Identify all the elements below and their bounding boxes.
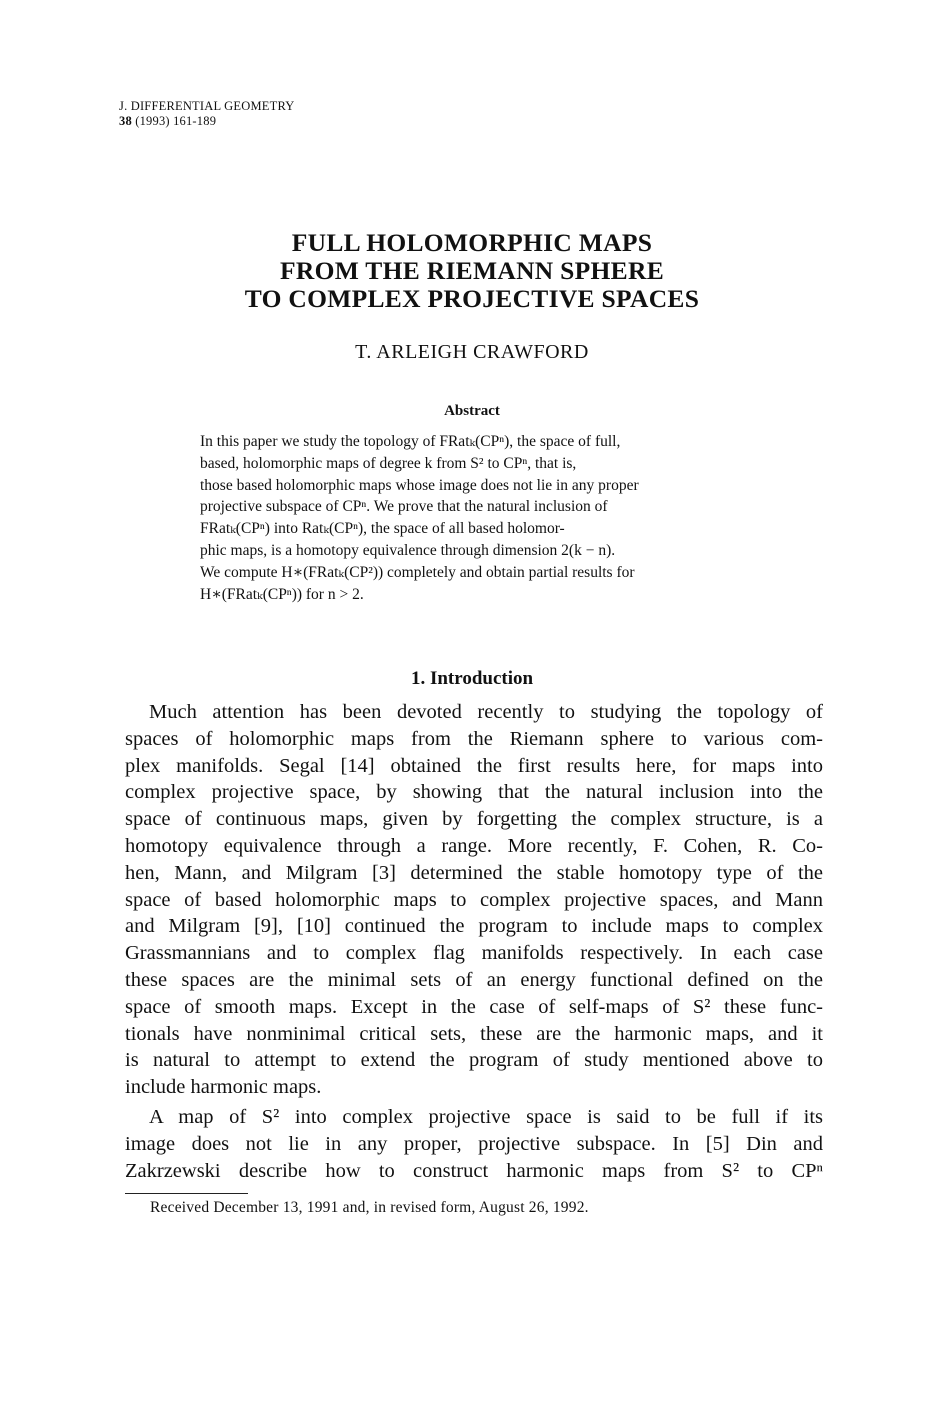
body-line: tionals have nonminimal critical sets, these are the harmonic maps, and it: [125, 1022, 823, 1045]
body-line: plex manifolds. Segal [14] obtained the first results here, for maps into: [125, 754, 823, 777]
intro-paragraph-2: [125, 1104, 823, 1184]
section-heading: 1. Introduction: [410, 668, 534, 689]
author-name: T. ARLEIGH CRAWFORD: [355, 341, 589, 363]
abstract-line: In this paper we study the topology of FRatₖ(CPⁿ), the space of full,: [200, 433, 621, 450]
body-line: spaces of holomorphic maps from the Riemann sphere to various com-: [125, 727, 823, 750]
body-line: and Milgram [9], [10] continued the program to include maps to complex: [125, 915, 823, 938]
abstract-line: FRatₖ(CPⁿ) into Ratₖ(CPⁿ), the space of all based holomor-: [200, 520, 565, 538]
body-line: space of based holomorphic maps to complex projective spaces, and Mann: [125, 888, 823, 911]
journal-volume-line: [119, 114, 295, 129]
abstract-line: projective subspace of CPⁿ. We prove that the natural inclusion of: [200, 498, 608, 516]
journal-volume: 38: [119, 114, 132, 128]
body-line: image does not lie in any proper, projective subspace. In [5] Din and: [125, 1132, 823, 1155]
body-line: space of smooth maps. Except in the case of self-maps of S² these func-: [125, 995, 823, 1018]
body-line: Much attention has been devoted recently to studying the topology of: [149, 701, 823, 723]
paper-title: [0, 229, 944, 313]
body-line: complex projective space, by showing that the natural inclusion into the: [125, 781, 823, 804]
body-line: A map of S² into complex projective space is said to be full if its: [149, 1106, 823, 1128]
body-line: homotopy equivalence through a range. More recently, F. Cohen, R. Co-: [125, 834, 823, 857]
title-line-2: FROM THE RIEMANN SPHERE: [280, 256, 664, 285]
body-line: Grassmannians and to complex flag manifolds respectively. In each case: [125, 942, 823, 965]
journal-year-pages: (1993) 161-189: [135, 114, 217, 128]
body-line: is natural to attempt to extend the program of study mentioned above to: [125, 1049, 823, 1072]
body-line: space of continuous maps, given by forgetting the complex structure, is a: [125, 808, 823, 831]
body-line: Zakrzewski describe how to construct harmonic maps from S² to CPⁿ: [125, 1159, 823, 1182]
abstract-line: phic maps, is a homotopy equivalence through dimension 2(k − n).: [200, 541, 616, 559]
title-line-1: FULL HOLOMORPHIC MAPS: [291, 228, 653, 257]
footnote-divider: [125, 1193, 248, 1194]
intro-paragraph-1: [125, 699, 823, 1101]
abstract-line: We compute H∗(FRatₖ(CP²)) completely and obtain partial results for: [200, 563, 635, 581]
abstract-line: those based holomorphic maps whose image does not lie in any proper: [200, 476, 639, 494]
body-line: include harmonic maps.: [125, 1076, 322, 1099]
journal-header: [119, 99, 295, 129]
abstract-heading: Abstract: [444, 403, 500, 419]
body-line: hen, Mann, and Milgram [3] determined the stable homotopy type of the: [125, 861, 823, 884]
journal-name: J. DIFFERENTIAL GEOMETRY: [119, 99, 295, 113]
title-line-3: TO COMPLEX PROJECTIVE SPACES: [244, 284, 700, 313]
abstract-line: based, holomorphic maps of degree k from S² to CPⁿ, that is,: [200, 454, 577, 472]
body-line: these spaces are the minimal sets of an energy functional defined on the: [125, 968, 823, 991]
abstract-line: H∗(FRatₖ(CPⁿ)) for n > 2.: [200, 585, 364, 603]
abstract-text: [200, 431, 748, 605]
footnote-received: Received December 13, 1991 and, in revised form, August 26, 1992.: [150, 1199, 589, 1216]
